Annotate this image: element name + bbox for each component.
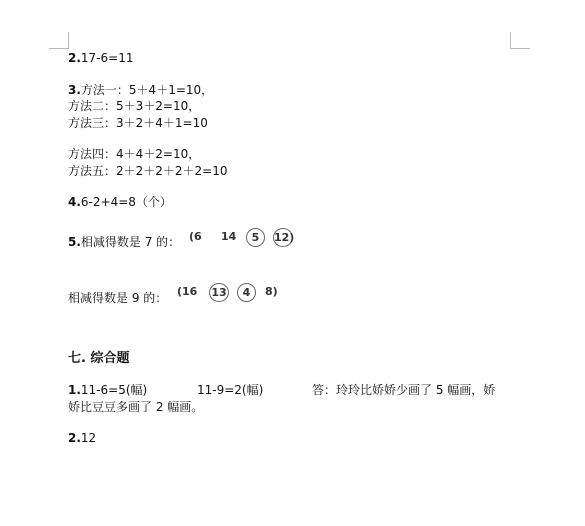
- answer-text: 6-2+4=8（个）: [80, 195, 172, 209]
- question-2: [68, 431, 96, 446]
- item-number: 3.: [68, 83, 81, 97]
- answer-text: 相减得数是 7 的：: [80, 235, 181, 249]
- equation-1: 11-6=5(幅): [80, 383, 148, 397]
- page-corner-mark-right: [510, 32, 530, 49]
- answer-4: [68, 195, 172, 210]
- answer-5-label-9: 相减得数是 9 的：: [68, 291, 168, 305]
- method-2: 方法二：5＋3＋2=10，: [68, 99, 201, 113]
- answer-text: 12: [80, 431, 97, 445]
- answer-text: 方法一：5＋4＋1=10，: [80, 83, 214, 97]
- page-corner-mark-left: [49, 32, 69, 49]
- answer-2: [68, 51, 133, 66]
- sequence-number: (6: [189, 230, 202, 243]
- item-number: 5.: [68, 235, 81, 249]
- item-number: 2.: [68, 51, 81, 65]
- item-number: 2.: [68, 431, 81, 445]
- circled-number: 13: [209, 283, 229, 302]
- answer-text: 17-6=11: [80, 51, 134, 65]
- method-5: 方法五：2＋2＋2＋2＋2=10: [68, 164, 228, 178]
- method-1: [68, 83, 213, 98]
- circled-number: 5: [246, 228, 265, 247]
- question-1-line-1: [68, 383, 147, 398]
- section-title: 七. 综合题: [68, 351, 130, 366]
- answer-5-label-7: [68, 235, 180, 250]
- circled-number: 4: [237, 283, 256, 302]
- item-number: 1.: [68, 383, 81, 397]
- answer-sentence-1: 答：玲玲比娇娇少画了 5 幅画，娇: [312, 383, 496, 397]
- item-number: 4.: [68, 195, 81, 209]
- answer-sentence-2: 娇比豆豆多画了 2 幅画。: [68, 400, 204, 414]
- sequence-number: 14: [221, 230, 237, 243]
- circled-number: 12): [273, 228, 293, 247]
- sequence-number: (16: [177, 285, 198, 298]
- sequence-number: 8): [265, 285, 278, 298]
- method-3: 方法三：3＋2＋4＋1=10: [68, 116, 208, 130]
- equation-2: 11-9=2(幅): [197, 383, 264, 397]
- method-4: 方法四：4＋4＋2=10，: [68, 147, 201, 161]
